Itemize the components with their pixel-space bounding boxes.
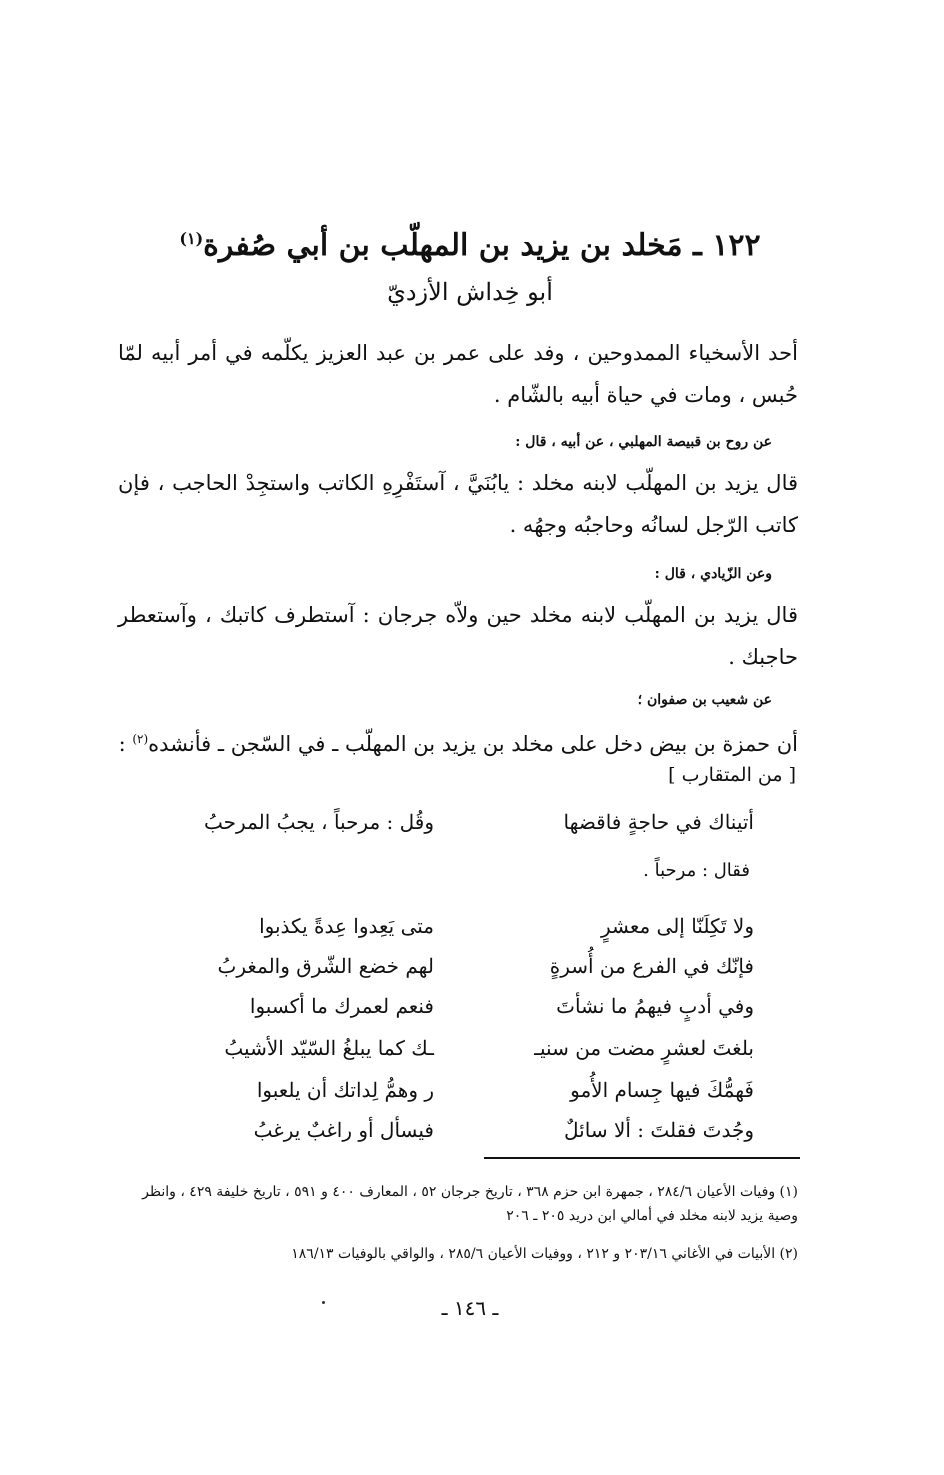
- footnote-ref-2: (٢): [132, 732, 149, 746]
- page-number: ـ ١٤٦ ـ: [441, 1296, 499, 1320]
- verse-row: [164, 914, 754, 954]
- verse-row: [164, 1036, 754, 1076]
- report-3-text: [118, 718, 798, 765]
- hemistich-first: ولا تَكِلَنّا إلى معشرٍ: [600, 914, 754, 938]
- hemistich-second: فنعم لعمرك ما أكسبوا: [249, 994, 434, 1018]
- report-2-text: قال يزيد بن المهلّب لابنه مخلد حين ولاّه جرجان : آستطرف كاتبك ، وآستعطر حاجبك .: [118, 603, 798, 669]
- hemistich-second: متى يَعِدوا عِدةً يكذبوا: [259, 914, 434, 938]
- bio-paragraph: أحد الأسخياء الممدوحين ، وفد على عمر بن عبد العزيز يكلّمه في أمر أبيه لمّا حُبس ، ومات في حياة أبيه بالشّام .: [118, 341, 798, 407]
- hemistich-second: وقُل : مرحباً ، يجبُ المرحبُ: [204, 810, 434, 834]
- entry-subtitle: أبو خِداش الأزديّ: [387, 278, 553, 306]
- entry-title: [100, 228, 840, 263]
- isnad-2: وعن الزّيادي ، قال :: [654, 566, 772, 582]
- verse-row: [164, 954, 754, 994]
- isnad-1: عن روح بن قبيصة المهلبي ، عن أبيه ، قال :: [515, 434, 772, 450]
- footnote-ref-1: (١): [179, 229, 204, 248]
- verse-row: [164, 1118, 754, 1158]
- report-3-colon: :: [118, 732, 133, 756]
- hemistich-first: فَهمُّكَ فيها جِسام الأُمو: [570, 1078, 754, 1102]
- report-3-body: أن حمزة بن بيض دخل على مخلد بن يزيد بن المهلّب ـ في السّجن ـ فأنشده: [148, 732, 798, 756]
- isnad-3: عن شعيب بن صفوان ؛: [637, 692, 772, 708]
- hemistich-first: وفي أدبٍ فيهمُ ما نشأتَ: [556, 994, 754, 1018]
- verse-row: [164, 810, 754, 850]
- scan-speck: [322, 1301, 325, 1304]
- hemistich-first: وجُدتَ فقلتَ : ألا سائلٌ: [564, 1118, 754, 1142]
- report-1-text: قال يزيد بن المهلّب لابنه مخلد : يابُنَيَّ ، آستَفْرِهِ الكاتب واستجِدْ الحاجب ، فإن كاتب الرّجل لسانُه وحاجبُه وجهُه .: [118, 471, 798, 537]
- meter-label: [ من المتقارب ]: [668, 764, 796, 786]
- hemistich-second: فيسأل أو راغبٌ يرغبُ: [253, 1118, 434, 1142]
- verse-row: [164, 994, 754, 1034]
- hemistich-second: لهم خضع الشّرق والمغربُ: [217, 954, 434, 978]
- hemistich-second: ر وهمُّ لِداتك أن يلعبوا: [256, 1078, 434, 1102]
- footnote-2: (٢) الأبيات في الأغاني ٢٠٣/١٦ و ٢١٢ ، ووفيات الأعيان ٢٨٥/٦ ، والواقي بالوفيات ١٨٦/١٣: [291, 1246, 798, 1262]
- hemistich-first: فإنّك في الفرع من أُسرةٍ: [549, 954, 754, 978]
- reply-text: فقال : مرحباً .: [643, 860, 750, 881]
- hemistich-second: ـك كما يبلغُ السّيّد الأشيبُ: [224, 1036, 434, 1060]
- footnote-divider: [484, 1157, 800, 1159]
- hemistich-first: بلغتَ لعشرٍ مضت من سنيـ: [534, 1036, 754, 1060]
- hemistich-first: أتيناك في حاجةٍ فاقضها: [563, 810, 754, 834]
- verse-row: [164, 1078, 754, 1118]
- footnote-1: (١) وفيات الأعيان ٢٨٤/٦ ، جمهرة ابن حزم ٣٦٨ ، تاريخ جرجان ٥٢ ، المعارف ٤٠٠ و ٥٩١ ، تاريخ خليفة ٤٢٩ ، وانظر وصية يزيد لابنه مخلد في أمالي ابن دريد ٢٠٥ ـ ٢٠٦: [142, 1184, 798, 1224]
- entry-title-text: ١٢٢ ـ مَخلد بن يزيد بن المهلّب بن أبي صُفرة: [203, 228, 761, 263]
